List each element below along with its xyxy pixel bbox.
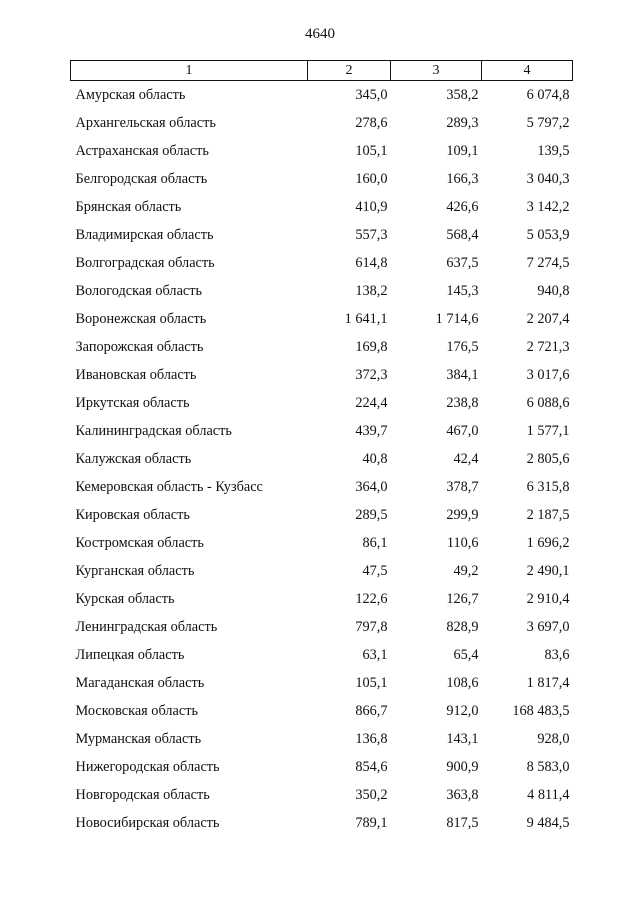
value-cell-col3: 176,5 xyxy=(446,339,479,355)
region-name-cell: Ленинградская область xyxy=(75,619,218,635)
table-row xyxy=(71,193,573,221)
value-cell-col2: 854,6 xyxy=(355,759,388,775)
value-cell-col4: 928,0 xyxy=(537,731,570,747)
table-row xyxy=(71,613,573,641)
value-cell-col4: 6 088,6 xyxy=(526,395,570,411)
column-header-4: 4 xyxy=(482,61,573,81)
value-cell-col4: 5 797,2 xyxy=(526,115,570,131)
value-cell-col4: 7 274,5 xyxy=(526,255,570,271)
value-cell-col4: 1 577,1 xyxy=(526,423,570,439)
region-name-cell: Курская область xyxy=(75,591,175,607)
column-header-1: 1 xyxy=(71,61,308,81)
region-name-cell: Новосибирская область xyxy=(75,815,220,831)
region-name-cell: Брянская область xyxy=(75,199,182,215)
region-name-cell: Амурская область xyxy=(75,87,186,103)
value-cell-col3: 358,2 xyxy=(446,87,479,103)
value-cell-col4: 6 074,8 xyxy=(526,87,570,103)
table-row xyxy=(71,361,573,389)
value-cell-col3: 299,9 xyxy=(446,507,479,523)
value-cell-col4: 3 040,3 xyxy=(526,171,570,187)
value-cell-col2: 47,5 xyxy=(362,563,388,579)
table-row xyxy=(71,137,573,165)
value-cell-col2: 364,0 xyxy=(355,479,388,495)
table-row xyxy=(71,305,573,333)
value-cell-col4: 3 142,2 xyxy=(526,199,570,215)
value-cell-col2: 138,2 xyxy=(355,283,388,299)
table-row xyxy=(71,781,573,809)
region-name-cell: Владимирская область xyxy=(75,227,214,243)
region-name-cell: Запорожская область xyxy=(75,339,204,355)
value-cell-col2: 1 641,1 xyxy=(344,311,388,327)
region-name-cell: Ивановская область xyxy=(75,367,197,383)
region-name-cell: Кировская область xyxy=(75,507,190,523)
value-cell-col2: 345,0 xyxy=(355,87,388,103)
value-cell-col4: 2 805,6 xyxy=(526,451,570,467)
value-cell-col4: 3 017,6 xyxy=(526,367,570,383)
value-cell-col4: 3 697,0 xyxy=(526,619,570,635)
value-cell-col3: 166,3 xyxy=(446,171,479,187)
region-name-cell: Московская область xyxy=(75,703,198,719)
value-cell-col2: 557,3 xyxy=(355,227,388,243)
value-cell-col4: 2 207,4 xyxy=(526,311,570,327)
value-cell-col4: 6 315,8 xyxy=(526,479,570,495)
value-cell-col3: 289,3 xyxy=(446,115,479,131)
value-cell-col2: 439,7 xyxy=(355,423,388,439)
region-name-cell: Кемеровская область - Кузбасс xyxy=(75,479,263,495)
value-cell-col2: 278,6 xyxy=(355,115,388,131)
table-row xyxy=(71,529,573,557)
value-cell-col4: 2 187,5 xyxy=(526,507,570,523)
value-cell-col4: 83,6 xyxy=(544,647,570,663)
value-cell-col3: 65,4 xyxy=(453,647,479,663)
region-name-cell: Вологодская область xyxy=(75,283,203,299)
value-cell-col2: 372,3 xyxy=(355,367,388,383)
value-cell-col4: 2 721,3 xyxy=(526,339,570,355)
table-body xyxy=(71,81,573,838)
region-name-cell: Воронежская область xyxy=(75,311,207,327)
value-cell-col3: 828,9 xyxy=(446,619,479,635)
value-cell-col3: 143,1 xyxy=(446,731,479,747)
table-row xyxy=(71,809,573,837)
value-cell-col3: 42,4 xyxy=(453,451,479,467)
value-cell-col3: 363,8 xyxy=(446,787,479,803)
value-cell-col3: 378,7 xyxy=(446,479,479,495)
value-cell-col2: 160,0 xyxy=(355,171,388,187)
value-cell-col2: 63,1 xyxy=(362,647,388,663)
value-cell-col3: 467,0 xyxy=(446,423,479,439)
value-cell-col3: 145,3 xyxy=(446,283,479,299)
page-number: 4640 xyxy=(305,26,335,42)
table-row xyxy=(71,641,573,669)
table-row xyxy=(71,697,573,725)
value-cell-col3: 900,9 xyxy=(446,759,479,775)
value-cell-col3: 126,7 xyxy=(446,591,479,607)
region-name-cell: Костромская область xyxy=(75,535,204,551)
value-cell-col4: 1 696,2 xyxy=(526,535,570,551)
value-cell-col4: 1 817,4 xyxy=(526,675,570,691)
value-cell-col2: 105,1 xyxy=(355,675,388,691)
region-name-cell: Калужская область xyxy=(75,451,192,467)
value-cell-col2: 289,5 xyxy=(355,507,388,523)
value-cell-col4: 8 583,0 xyxy=(526,759,570,775)
value-cell-col4: 168 483,5 xyxy=(512,703,570,719)
value-cell-col3: 1 714,6 xyxy=(435,311,479,327)
table-row xyxy=(71,417,573,445)
value-cell-col3: 110,6 xyxy=(446,535,479,551)
value-cell-col2: 350,2 xyxy=(355,787,388,803)
table-row xyxy=(71,81,573,110)
region-name-cell: Курганская область xyxy=(75,563,195,579)
value-cell-col4: 9 484,5 xyxy=(526,815,570,831)
table-row xyxy=(71,501,573,529)
column-header-3: 3 xyxy=(391,61,482,81)
table-row xyxy=(71,753,573,781)
region-name-cell: Липецкая область xyxy=(75,647,185,663)
value-cell-col3: 108,6 xyxy=(446,675,479,691)
region-name-cell: Белгородская область xyxy=(75,171,208,187)
value-cell-col2: 797,8 xyxy=(355,619,388,635)
value-cell-col3: 568,4 xyxy=(446,227,479,243)
value-cell-col4: 5 053,9 xyxy=(526,227,570,243)
value-cell-col4: 2 910,4 xyxy=(526,591,570,607)
table-row xyxy=(71,109,573,137)
table-row xyxy=(71,585,573,613)
table-row xyxy=(71,473,573,501)
region-name-cell: Мурманская область xyxy=(75,731,202,747)
region-name-cell: Архангельская область xyxy=(75,115,216,131)
table-row xyxy=(71,277,573,305)
table-row xyxy=(71,165,573,193)
region-name-cell: Магаданская область xyxy=(75,675,205,691)
value-cell-col3: 384,1 xyxy=(446,367,479,383)
value-cell-col2: 136,8 xyxy=(355,731,388,747)
table-row xyxy=(71,725,573,753)
region-name-cell: Астраханская область xyxy=(75,143,209,159)
table-row xyxy=(71,333,573,361)
value-cell-col3: 109,1 xyxy=(446,143,479,159)
value-cell-col3: 637,5 xyxy=(446,255,479,271)
value-cell-col4: 2 490,1 xyxy=(526,563,570,579)
value-cell-col4: 4 811,4 xyxy=(527,787,570,803)
value-cell-col2: 410,9 xyxy=(355,199,388,215)
region-name-cell: Новгородская область xyxy=(75,787,210,803)
region-name-cell: Волгоградская область xyxy=(75,255,215,271)
region-name-cell: Иркутская область xyxy=(75,395,190,411)
value-cell-col3: 426,6 xyxy=(446,199,479,215)
region-name-cell: Нижегородская область xyxy=(75,759,220,775)
value-cell-col2: 105,1 xyxy=(355,143,388,159)
table-row xyxy=(71,445,573,473)
regions-data-table xyxy=(70,60,573,837)
table-row xyxy=(71,249,573,277)
table-row xyxy=(71,669,573,697)
value-cell-col2: 789,1 xyxy=(355,815,388,831)
value-cell-col3: 238,8 xyxy=(446,395,479,411)
table-header-row xyxy=(71,61,573,81)
value-cell-col4: 139,5 xyxy=(537,143,570,159)
value-cell-col4: 940,8 xyxy=(537,283,570,299)
column-header-2: 2 xyxy=(308,61,391,81)
value-cell-col2: 86,1 xyxy=(362,535,388,551)
value-cell-col2: 224,4 xyxy=(355,395,388,411)
value-cell-col2: 122,6 xyxy=(355,591,388,607)
value-cell-col3: 912,0 xyxy=(446,703,479,719)
value-cell-col3: 817,5 xyxy=(446,815,479,831)
value-cell-col2: 169,8 xyxy=(355,339,388,355)
value-cell-col2: 40,8 xyxy=(362,451,388,467)
value-cell-col2: 866,7 xyxy=(355,703,388,719)
table-row xyxy=(71,389,573,417)
table-row xyxy=(71,557,573,585)
value-cell-col3: 49,2 xyxy=(453,563,479,579)
value-cell-col2: 614,8 xyxy=(355,255,388,271)
region-name-cell: Калининградская область xyxy=(75,423,232,439)
table-row xyxy=(71,221,573,249)
